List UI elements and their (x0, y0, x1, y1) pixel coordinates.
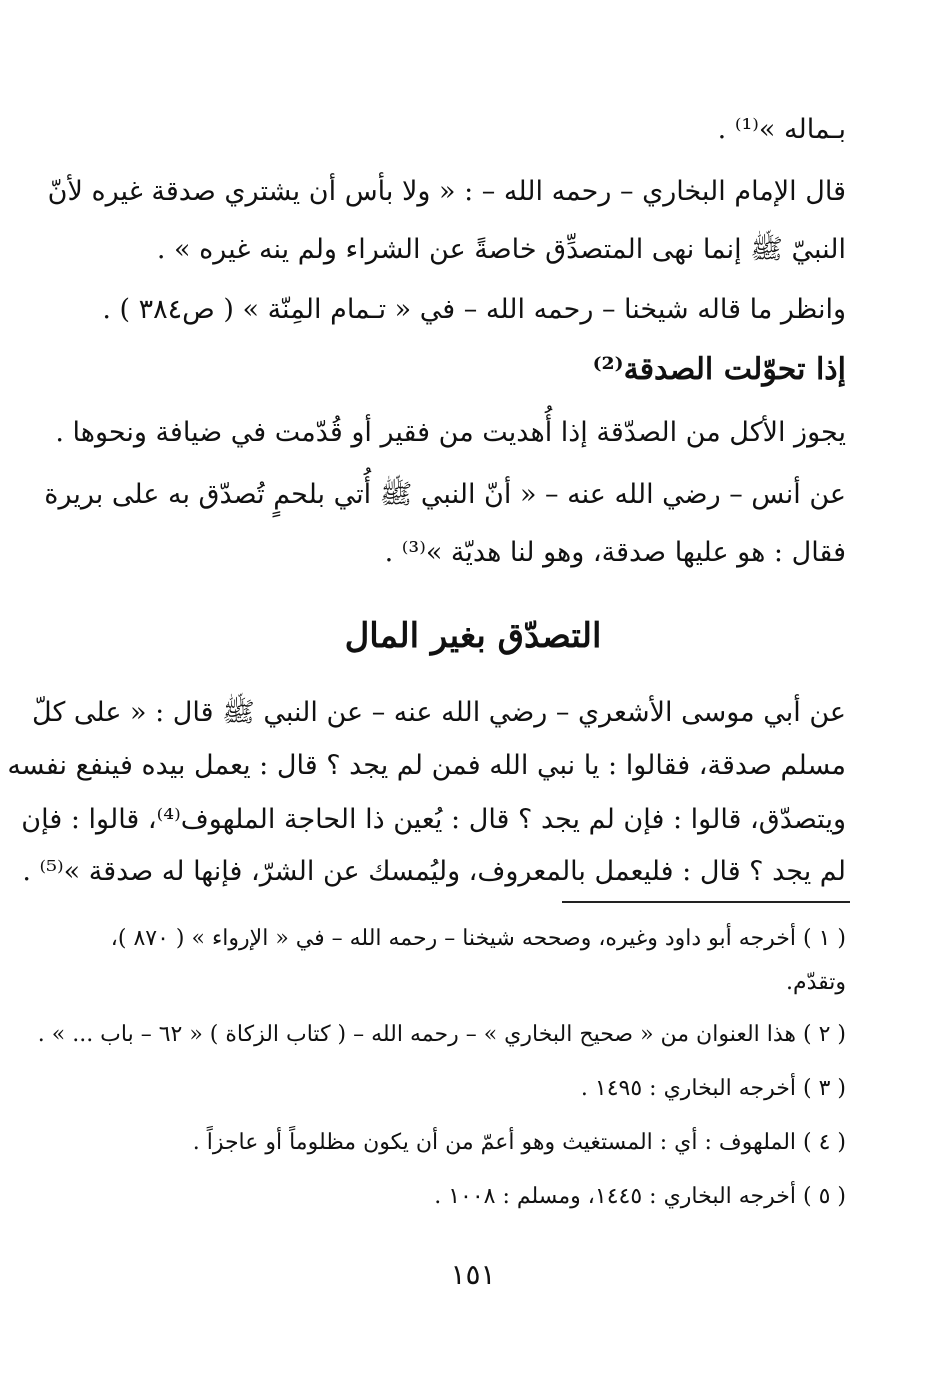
subheading: إذا تحوّلت الصدقة⁽²⁾ (592, 352, 846, 387)
text-line-4: وانظر ما قاله شيخنا – رحمه الله – في « تـمام المِنّة » ( ص٣٨٤ ) . (102, 294, 846, 325)
text-line-3: النبيّ ﷺ إنما نهى المتصدِّق خاصةً عن الشراء ولم ينه غيره » . (156, 234, 846, 265)
footnote-4: ( ٤ ) الملهوف : أي : المستغيث وهو أعمّ من أن يكون مظلوماً أو عاجزاً . (192, 1130, 846, 1155)
footnote-divider (562, 901, 850, 903)
text-line-7: فقال : هو عليها صدقة، وهو لنا هديّة »⁽³⁾ . (384, 537, 846, 568)
text-line-9: مسلم صدقة، فقالوا : يا نبي الله فمن لم يجد ؟ قال : يعمل بيده فينفع نفسه (7, 750, 846, 781)
text-line-6: عن أنس – رضي الله عنه – « أنّ النبي ﷺ أُتي بلحمٍ تُصدّق به على بريرة (44, 479, 846, 510)
text-line-1: بـماله »⁽¹⁾ . (717, 114, 846, 145)
text-line-5: يجوز الأكل من الصدّقة إذا أُهديت من فقير أو قُدّمت في ضيافة ونحوها . (55, 417, 846, 448)
footnote-3: ( ٣ ) أخرجه البخاري : ١٤٩٥ . (580, 1076, 846, 1101)
text-line-8: عن أبي موسى الأشعري – رضي الله عنه – عن النبي ﷺ قال : « على كلّ (32, 697, 846, 728)
text-line-10: ويتصدّق، قالوا : فإن لم يجد ؟ قال : يُعين ذا الحاجة الملهوف⁽⁴⁾، قالوا : فإن (21, 804, 846, 835)
section-title: التصدّق بغير المال (344, 616, 602, 656)
footnote-5: ( ٥ ) أخرجه البخاري : ١٤٤٥، ومسلم : ١٠٠٨ . (434, 1184, 846, 1209)
text-line-2: قال الإمام البخاري – رحمه الله – : « ولا بأس أن يشتري صدقة غيره لأنّ (47, 176, 846, 207)
footnote-1-continued: وتقدّم. (785, 970, 846, 995)
footnote-1: ( ١ ) أخرجه أبو داود وغيره، وصححه شيخنا – رحمه الله – في « الإرواء » ( ٨٧٠ )، (110, 926, 846, 951)
text-line-11: لم يجد ؟ قال : فليعمل بالمعروف، وليُمسك عن الشرّ، فإنها له صدقة »⁽⁵⁾ . (22, 856, 846, 887)
footnote-2: ( ٢ ) هذا العنوان من « صحيح البخاري » – رحمه الله – ( كتاب الزكاة ) « ٦٢ – باب ... » . (37, 1022, 846, 1047)
page-number: ١٥١ (450, 1258, 496, 1291)
